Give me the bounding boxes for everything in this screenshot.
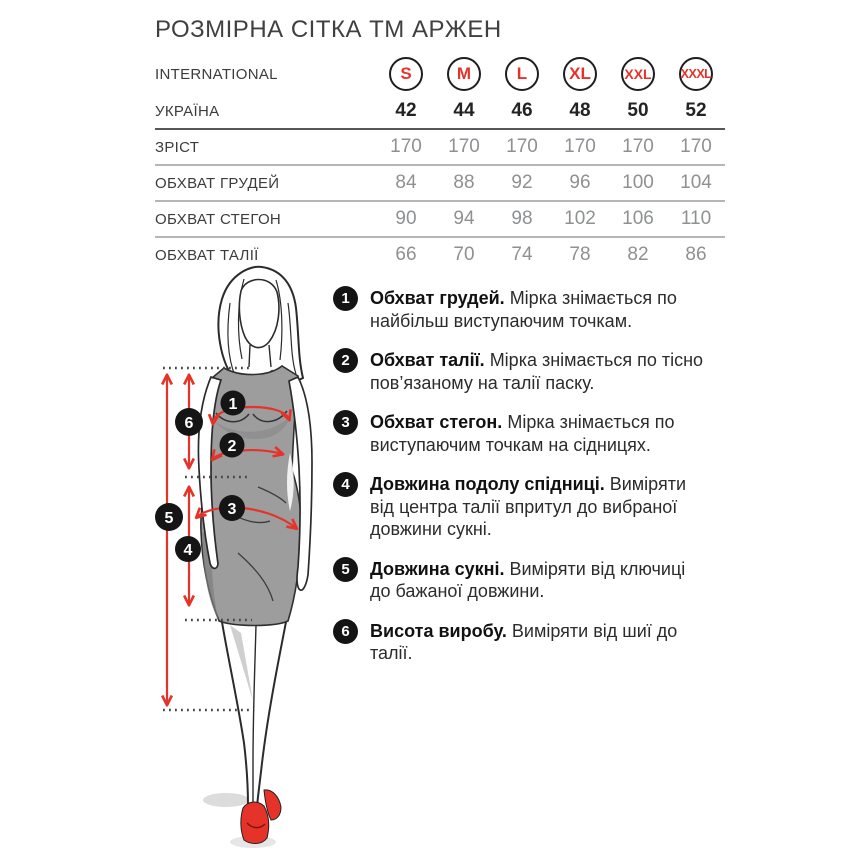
measurement-desc: Виміряти від центра талії впритул до вибраної довжини сукні. xyxy=(370,474,687,539)
size-circle-xxl: XXL xyxy=(621,57,655,91)
size-circle-xl: XL xyxy=(563,57,597,91)
cell-value: 86 xyxy=(685,244,707,265)
measurement-term: Довжина сукні. xyxy=(370,558,505,579)
ukraine-size: 50 xyxy=(627,100,649,121)
cell-value: 104 xyxy=(680,172,712,193)
measurement-list xyxy=(333,287,733,682)
cell-value: 98 xyxy=(511,208,533,229)
cell-value: 90 xyxy=(395,208,417,229)
list-badge-3: 3 xyxy=(333,410,358,435)
cell-value: 66 xyxy=(395,244,417,265)
cell-value: 82 xyxy=(627,244,649,265)
list-item xyxy=(333,349,733,394)
measurement-term: Обхват грудей. xyxy=(370,288,505,308)
figure-badge-6: 6 xyxy=(184,415,194,432)
woman-dress-illustration xyxy=(140,263,340,850)
size-circle-m: M xyxy=(447,57,481,91)
cell-value: 74 xyxy=(511,244,533,265)
legs xyxy=(222,622,286,807)
international-label: INTERNATIONAL xyxy=(155,65,278,83)
table-row-international xyxy=(155,54,725,94)
cell-value: 106 xyxy=(622,208,654,229)
figure-badge-5: 5 xyxy=(164,510,174,527)
measurement-term: Висота виробу. xyxy=(370,620,507,641)
cell-value: 102 xyxy=(564,208,596,229)
list-badge-6: 6 xyxy=(333,619,358,644)
row-label: ЗРІСТ xyxy=(155,138,200,156)
cell-value: 88 xyxy=(453,172,475,193)
measurement-term: Обхват стегон. xyxy=(370,412,503,432)
table-row-height xyxy=(155,128,725,164)
ukraine-label: УКРАЇНА xyxy=(155,102,220,120)
cell-value: 170 xyxy=(390,136,422,157)
list-badge-2: 2 xyxy=(333,348,358,373)
table-row-ukraine xyxy=(155,94,725,128)
cell-value: 170 xyxy=(564,136,596,157)
page-title: РОЗМІРНА СІТКА ТМ АРЖЕН xyxy=(155,16,502,43)
measurement-desc: Виміряти від шиї до талії. xyxy=(370,620,678,663)
cell-value: 110 xyxy=(680,208,712,229)
measurement-desc: Мірка знімається по тісно пов’язаному на талії паску. xyxy=(370,350,704,393)
cell-value: 170 xyxy=(622,136,654,157)
cell-value: 170 xyxy=(680,136,712,157)
list-item xyxy=(333,473,733,541)
row-label: ОБХВАТ ГРУДЕЙ xyxy=(155,174,280,192)
measurement-desc: Виміряти від ключиці до бажаної довжини. xyxy=(370,558,686,601)
figure-badge-4: 4 xyxy=(183,542,193,559)
list-badge-1: 1 xyxy=(333,286,358,311)
cell-value: 70 xyxy=(453,244,475,265)
cell-value: 100 xyxy=(622,172,654,193)
figure-badge-2: 2 xyxy=(227,438,237,455)
size-circle-xxxl: XXXL xyxy=(679,57,713,91)
list-badge-5: 5 xyxy=(333,557,358,582)
ukraine-size: 44 xyxy=(453,100,475,121)
list-item xyxy=(333,558,733,603)
cell-value: 170 xyxy=(506,136,538,157)
table-row-bust xyxy=(155,164,725,200)
list-badge-4: 4 xyxy=(333,472,358,497)
size-circle-l: L xyxy=(505,57,539,91)
ukraine-size: 48 xyxy=(569,100,591,121)
size-circle-s: S xyxy=(389,57,423,91)
measurement-desc: Мірка знімається по виступаючим точкам на сідницях. xyxy=(370,412,675,455)
figure-badge-1: 1 xyxy=(228,396,238,413)
ukraine-size: 46 xyxy=(511,100,533,121)
list-item xyxy=(333,287,733,332)
cell-value: 78 xyxy=(569,244,591,265)
row-label: ОБХВАТ СТЕГОН xyxy=(155,210,282,228)
measurement-desc: Мірка знімається по найбільш виступаючим точкам. xyxy=(370,288,677,331)
measurement-term: Обхват талії. xyxy=(370,350,485,370)
row-label: ОБХВАТ ТАЛІЇ xyxy=(155,246,259,264)
measurement-figure xyxy=(140,263,340,850)
ukraine-size: 42 xyxy=(395,100,417,121)
table-row-hips xyxy=(155,200,725,236)
cell-value: 92 xyxy=(511,172,533,193)
measurement-term: Довжина подолу спідниці. xyxy=(370,474,605,494)
list-item xyxy=(333,411,733,456)
cell-value: 170 xyxy=(448,136,480,157)
cell-value: 84 xyxy=(395,172,417,193)
cell-value: 94 xyxy=(453,208,475,229)
ukraine-size: 52 xyxy=(685,100,707,121)
cell-value: 96 xyxy=(569,172,591,193)
size-table xyxy=(155,54,725,272)
figure-badge-3: 3 xyxy=(227,501,237,518)
list-item xyxy=(333,620,733,665)
